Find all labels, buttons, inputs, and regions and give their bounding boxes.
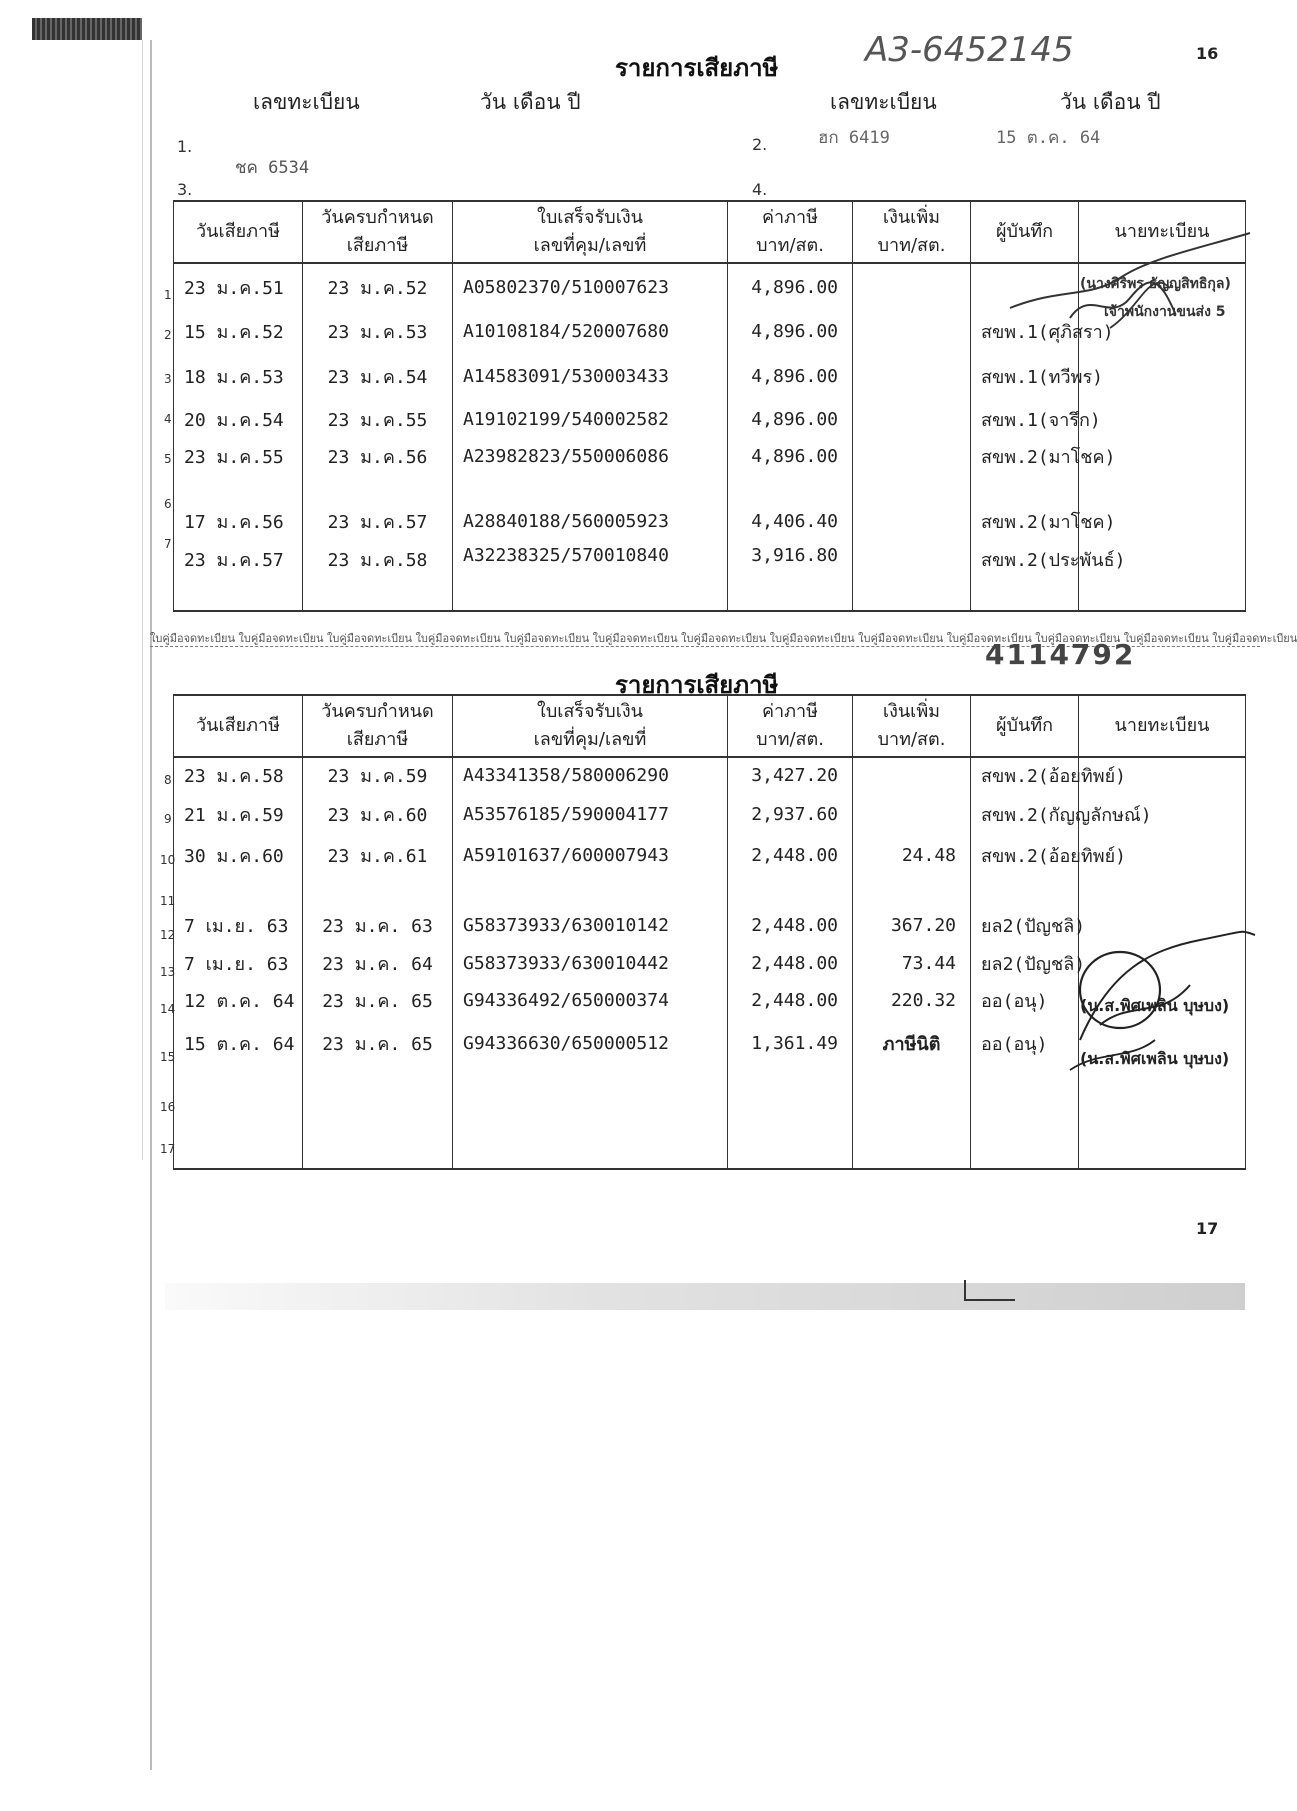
cell-recorder: [971, 875, 1079, 905]
cell-receipt: A10108184/520007680: [453, 311, 728, 351]
cell-receipt: A32238325/570010840: [453, 539, 728, 611]
scan-mark: [960, 1275, 1020, 1305]
col-surcharge: เงินเพิ่ม บาท/สต.: [853, 695, 971, 757]
table-row: [174, 475, 1246, 539]
cell-recorder: สขพ.2(มาโชค): [971, 438, 1079, 475]
cell-paid: 12 ต.ค. 64: [174, 982, 303, 1019]
cell-surcharge: [853, 475, 971, 539]
cell-tax: 4,896.00: [728, 351, 853, 401]
handwritten-reference: A3-6452145: [865, 30, 1074, 70]
reg-entry-number: 4.: [752, 180, 768, 199]
cell-tax: 2,448.00: [728, 982, 853, 1019]
cell-due: 23 ม.ค.60: [303, 793, 453, 835]
cell-surcharge: [853, 539, 971, 611]
col-due-date: วันครบกำหนด เสียภาษี: [303, 201, 453, 263]
cell-recorder: สขพ.2(อ้อยทิพย์): [971, 835, 1079, 875]
table-row: [174, 793, 1246, 835]
cell-due: 23 ม.ค.59: [303, 757, 453, 793]
row-number: 16: [160, 1100, 176, 1114]
cell-tax: 1,361.49: [728, 1019, 853, 1067]
cell-paid: 21 ม.ค.59: [174, 793, 303, 835]
cell-surcharge: [853, 757, 971, 793]
date-label-left: วัน เดือน ปี: [480, 90, 581, 114]
registrar-stamp-title: เจ้าพนักงานขนส่ง 5: [1104, 304, 1226, 320]
row-number: 9: [164, 812, 172, 826]
cell-receipt: G58373933/630010142: [453, 905, 728, 945]
watermark-band: ใบคู่มือจดทะเบียน ใบคู่มือจดทะเบียน ใบคู่มือจดทะเบียน ใบคู่มือจดทะเบียน ใบคู่มือจดทะเบียน ใบคู่มือจดทะเบียน ใบคู่มือจดทะเบียน ใบคู่มือจดทะเบียน ใบคู่มือจดทะเบียน ใบคู่มือจดทะเบียน ใบคู่มือจดทะเบียน ใบคู่มือจดทะเบียน ใบคู่มือจดทะเบียน: [150, 632, 1297, 645]
cell-surcharge: [853, 401, 971, 438]
row-number: 11: [160, 894, 176, 908]
col-registrar: นายทะเบียน: [1079, 201, 1246, 263]
cell-tax: 4,896.00: [728, 263, 853, 311]
row-number: 14: [160, 1002, 176, 1016]
cell-paid: 23 ม.ค.57: [174, 539, 303, 611]
cell-tax: 2,448.00: [728, 945, 853, 982]
cell-surcharge: ภาษีนิติ: [853, 1019, 971, 1067]
col-surcharge: เงินเพิ่ม บาท/สต.: [853, 201, 971, 263]
row-number: 1: [164, 288, 172, 302]
page-edge-faint: [142, 40, 143, 1160]
cell-paid: [174, 875, 303, 905]
col-recorder: ผู้บันทึก: [971, 695, 1079, 757]
date-label-right: วัน เดือน ปี: [1060, 90, 1161, 114]
cell-tax: 4,896.00: [728, 401, 853, 438]
table-row: [174, 401, 1246, 438]
col-registrar: นายทะเบียน: [1079, 695, 1246, 757]
row-number: 6: [164, 497, 172, 511]
cell-receipt: A43341358/580006290: [453, 757, 728, 793]
cell-paid: 18 ม.ค.53: [174, 351, 303, 401]
section-title: รายการเสียภาษี: [615, 670, 779, 699]
registration-label-left: เลขทะเบียน: [253, 90, 360, 114]
cell-surcharge: 367.20: [853, 905, 971, 945]
row-number: 12: [160, 928, 176, 942]
cell-due: 23 ม.ค. 65: [303, 982, 453, 1019]
reg-entry-number: 1.: [177, 137, 193, 156]
cell-receipt: A14583091/530003433: [453, 351, 728, 401]
table-row: [174, 875, 1246, 905]
col-receipt: ใบเสร็จรับเงิน เลขที่คุม/เลขที่: [453, 201, 728, 263]
col-recorder: ผู้บันทึก: [971, 201, 1079, 263]
registrar-name: (น.ส.พิศเพลิน บุษบง): [1080, 1049, 1230, 1068]
cell-paid: 17 ม.ค.56: [174, 475, 303, 539]
cell-receipt: A23982823/550006086: [453, 438, 728, 475]
col-paid-date: วันเสียภาษี: [174, 695, 303, 757]
row-number: 8: [164, 773, 172, 787]
cell-due: 23 ม.ค.56: [303, 438, 453, 475]
cell-recorder: สขพ.2(มาโชค): [971, 475, 1079, 539]
col-due-date: วันครบกำหนด เสียภาษี: [303, 695, 453, 757]
row-number: 2: [164, 328, 172, 342]
cell-paid: 15 ต.ค. 64: [174, 1019, 303, 1067]
cell-surcharge: [853, 875, 971, 905]
cell-tax: 4,896.00: [728, 311, 853, 351]
cell-receipt: A19102199/540002582: [453, 401, 728, 438]
cell-recorder: สขพ.2(อ้อยทิพย์): [971, 757, 1079, 793]
cell-tax: 2,937.60: [728, 793, 853, 835]
registrar-name: (น.ส.พิศเพลิน บุษบง): [1080, 996, 1230, 1015]
cell-receipt: A59101637/600007943: [453, 835, 728, 875]
cell-paid: 20 ม.ค.54: [174, 401, 303, 438]
cell-due: 23 ม.ค.53: [303, 311, 453, 351]
cell-receipt: G58373933/630010442: [453, 945, 728, 982]
page-title: รายการเสียภาษี: [615, 53, 779, 82]
page-number-bottom: 17: [1196, 1219, 1219, 1238]
cell-receipt: [453, 875, 728, 905]
col-receipt: ใบเสร็จรับเงิน เลขที่คุม/เลขที่: [453, 695, 728, 757]
row-number: 4: [164, 412, 172, 426]
cell-receipt: G94336492/650000374: [453, 982, 728, 1019]
page-number-top: 16: [1196, 44, 1219, 63]
cell-paid: 7 เม.ย. 63: [174, 945, 303, 982]
reg-entry-value: ฮก 6419: [818, 128, 890, 148]
table-header-row: [174, 695, 1246, 757]
cell-surcharge: [853, 438, 971, 475]
cell-surcharge: 73.44: [853, 945, 971, 982]
cell-recorder: สขพ.1(ศุภิสรา): [971, 311, 1079, 351]
row-number: 7: [164, 537, 172, 551]
col-tax: ค่าภาษี บาท/สต.: [728, 201, 853, 263]
table-row: [174, 438, 1246, 475]
row-number: 3: [164, 372, 172, 386]
cell-due: 23 ม.ค. 64: [303, 945, 453, 982]
serial-number: 4114792: [985, 638, 1136, 671]
cell-surcharge: [853, 311, 971, 351]
reg-entry-date: 15 ต.ค. 64: [996, 128, 1101, 148]
col-tax: ค่าภาษี บาท/สต.: [728, 695, 853, 757]
registration-label-right: เลขทะเบียน: [830, 90, 937, 114]
reg-entry-value: ชค 6534: [235, 158, 310, 178]
cell-paid: 23 ม.ค.51: [174, 263, 303, 311]
cell-tax: 4,896.00: [728, 438, 853, 475]
scan-band: [165, 1283, 1245, 1310]
cell-tax: 2,448.00: [728, 905, 853, 945]
cell-due: 23 ม.ค.52: [303, 263, 453, 311]
table-row: [174, 351, 1246, 401]
cell-recorder: สขพ.2(ประพันธ์): [971, 539, 1079, 611]
cell-surcharge: 220.32: [853, 982, 971, 1019]
cell-recorder: สขพ.1(จารึก): [971, 401, 1079, 438]
cell-due: 23 ม.ค.61: [303, 835, 453, 875]
cell-surcharge: [853, 793, 971, 835]
reg-entry-number: 3.: [177, 180, 193, 199]
cell-tax: 2,448.00: [728, 835, 853, 875]
row-number: 10: [160, 853, 176, 867]
cell-due: 23 ม.ค.54: [303, 351, 453, 401]
cell-recorder: สขพ.2(กัญญลักษณ์): [971, 793, 1079, 835]
scan-artifact: [32, 18, 142, 40]
cell-surcharge: 24.48: [853, 835, 971, 875]
cell-registrar: [1079, 351, 1246, 401]
table-row: [174, 835, 1246, 875]
cell-receipt: A05802370/510007623: [453, 263, 728, 311]
table-row: [174, 757, 1246, 793]
cell-recorder: สขพ.1(ทวีพร): [971, 351, 1079, 401]
table-row: [174, 1109, 1246, 1169]
registrar-stamp-name: (นางศิริพร ธัญญสิทธิกุล): [1080, 276, 1231, 292]
cell-tax: 3,427.20: [728, 757, 853, 793]
cell-due: 23 ม.ค.57: [303, 475, 453, 539]
row-number: 17: [160, 1142, 176, 1156]
cell-recorder: ยล2(ปัญชลิ): [971, 905, 1079, 945]
cell-surcharge: [853, 263, 971, 311]
cell-registrar: [1079, 401, 1246, 438]
reg-entry-number: 2.: [752, 135, 768, 154]
cell-tax: 4,406.40: [728, 475, 853, 539]
page-edge: [150, 40, 152, 1770]
cell-paid: 30 ม.ค.60: [174, 835, 303, 875]
cell-recorder: ยล2(ปัญชลิ): [971, 945, 1079, 982]
cell-tax: [728, 875, 853, 905]
col-paid-date: วันเสียภาษี: [174, 201, 303, 263]
cell-paid: 15 ม.ค.52: [174, 311, 303, 351]
row-number: 5: [164, 452, 172, 466]
cell-due: [303, 875, 453, 905]
cell-receipt: A28840188/560005923: [453, 475, 728, 539]
cell-paid: 23 ม.ค.58: [174, 757, 303, 793]
cell-due: 23 ม.ค.58: [303, 539, 453, 611]
cell-due: 23 ม.ค. 63: [303, 905, 453, 945]
cell-recorder: ออ(อนุ): [971, 1019, 1079, 1067]
cell-paid: 23 ม.ค.55: [174, 438, 303, 475]
cell-receipt: A53576185/590004177: [453, 793, 728, 835]
cell-due: 23 ม.ค. 65: [303, 1019, 453, 1067]
cell-paid: 7 เม.ย. 63: [174, 905, 303, 945]
table-row: [174, 539, 1246, 611]
cell-tax: 3,916.80: [728, 539, 853, 611]
cell-receipt: G94336630/650000512: [453, 1019, 728, 1067]
cell-registrar: [1079, 875, 1246, 905]
row-number: 15: [160, 1050, 176, 1064]
row-number: 13: [160, 965, 176, 979]
cell-surcharge: [853, 351, 971, 401]
cell-recorder: ออ(อนุ): [971, 982, 1079, 1019]
cell-due: 23 ม.ค.55: [303, 401, 453, 438]
